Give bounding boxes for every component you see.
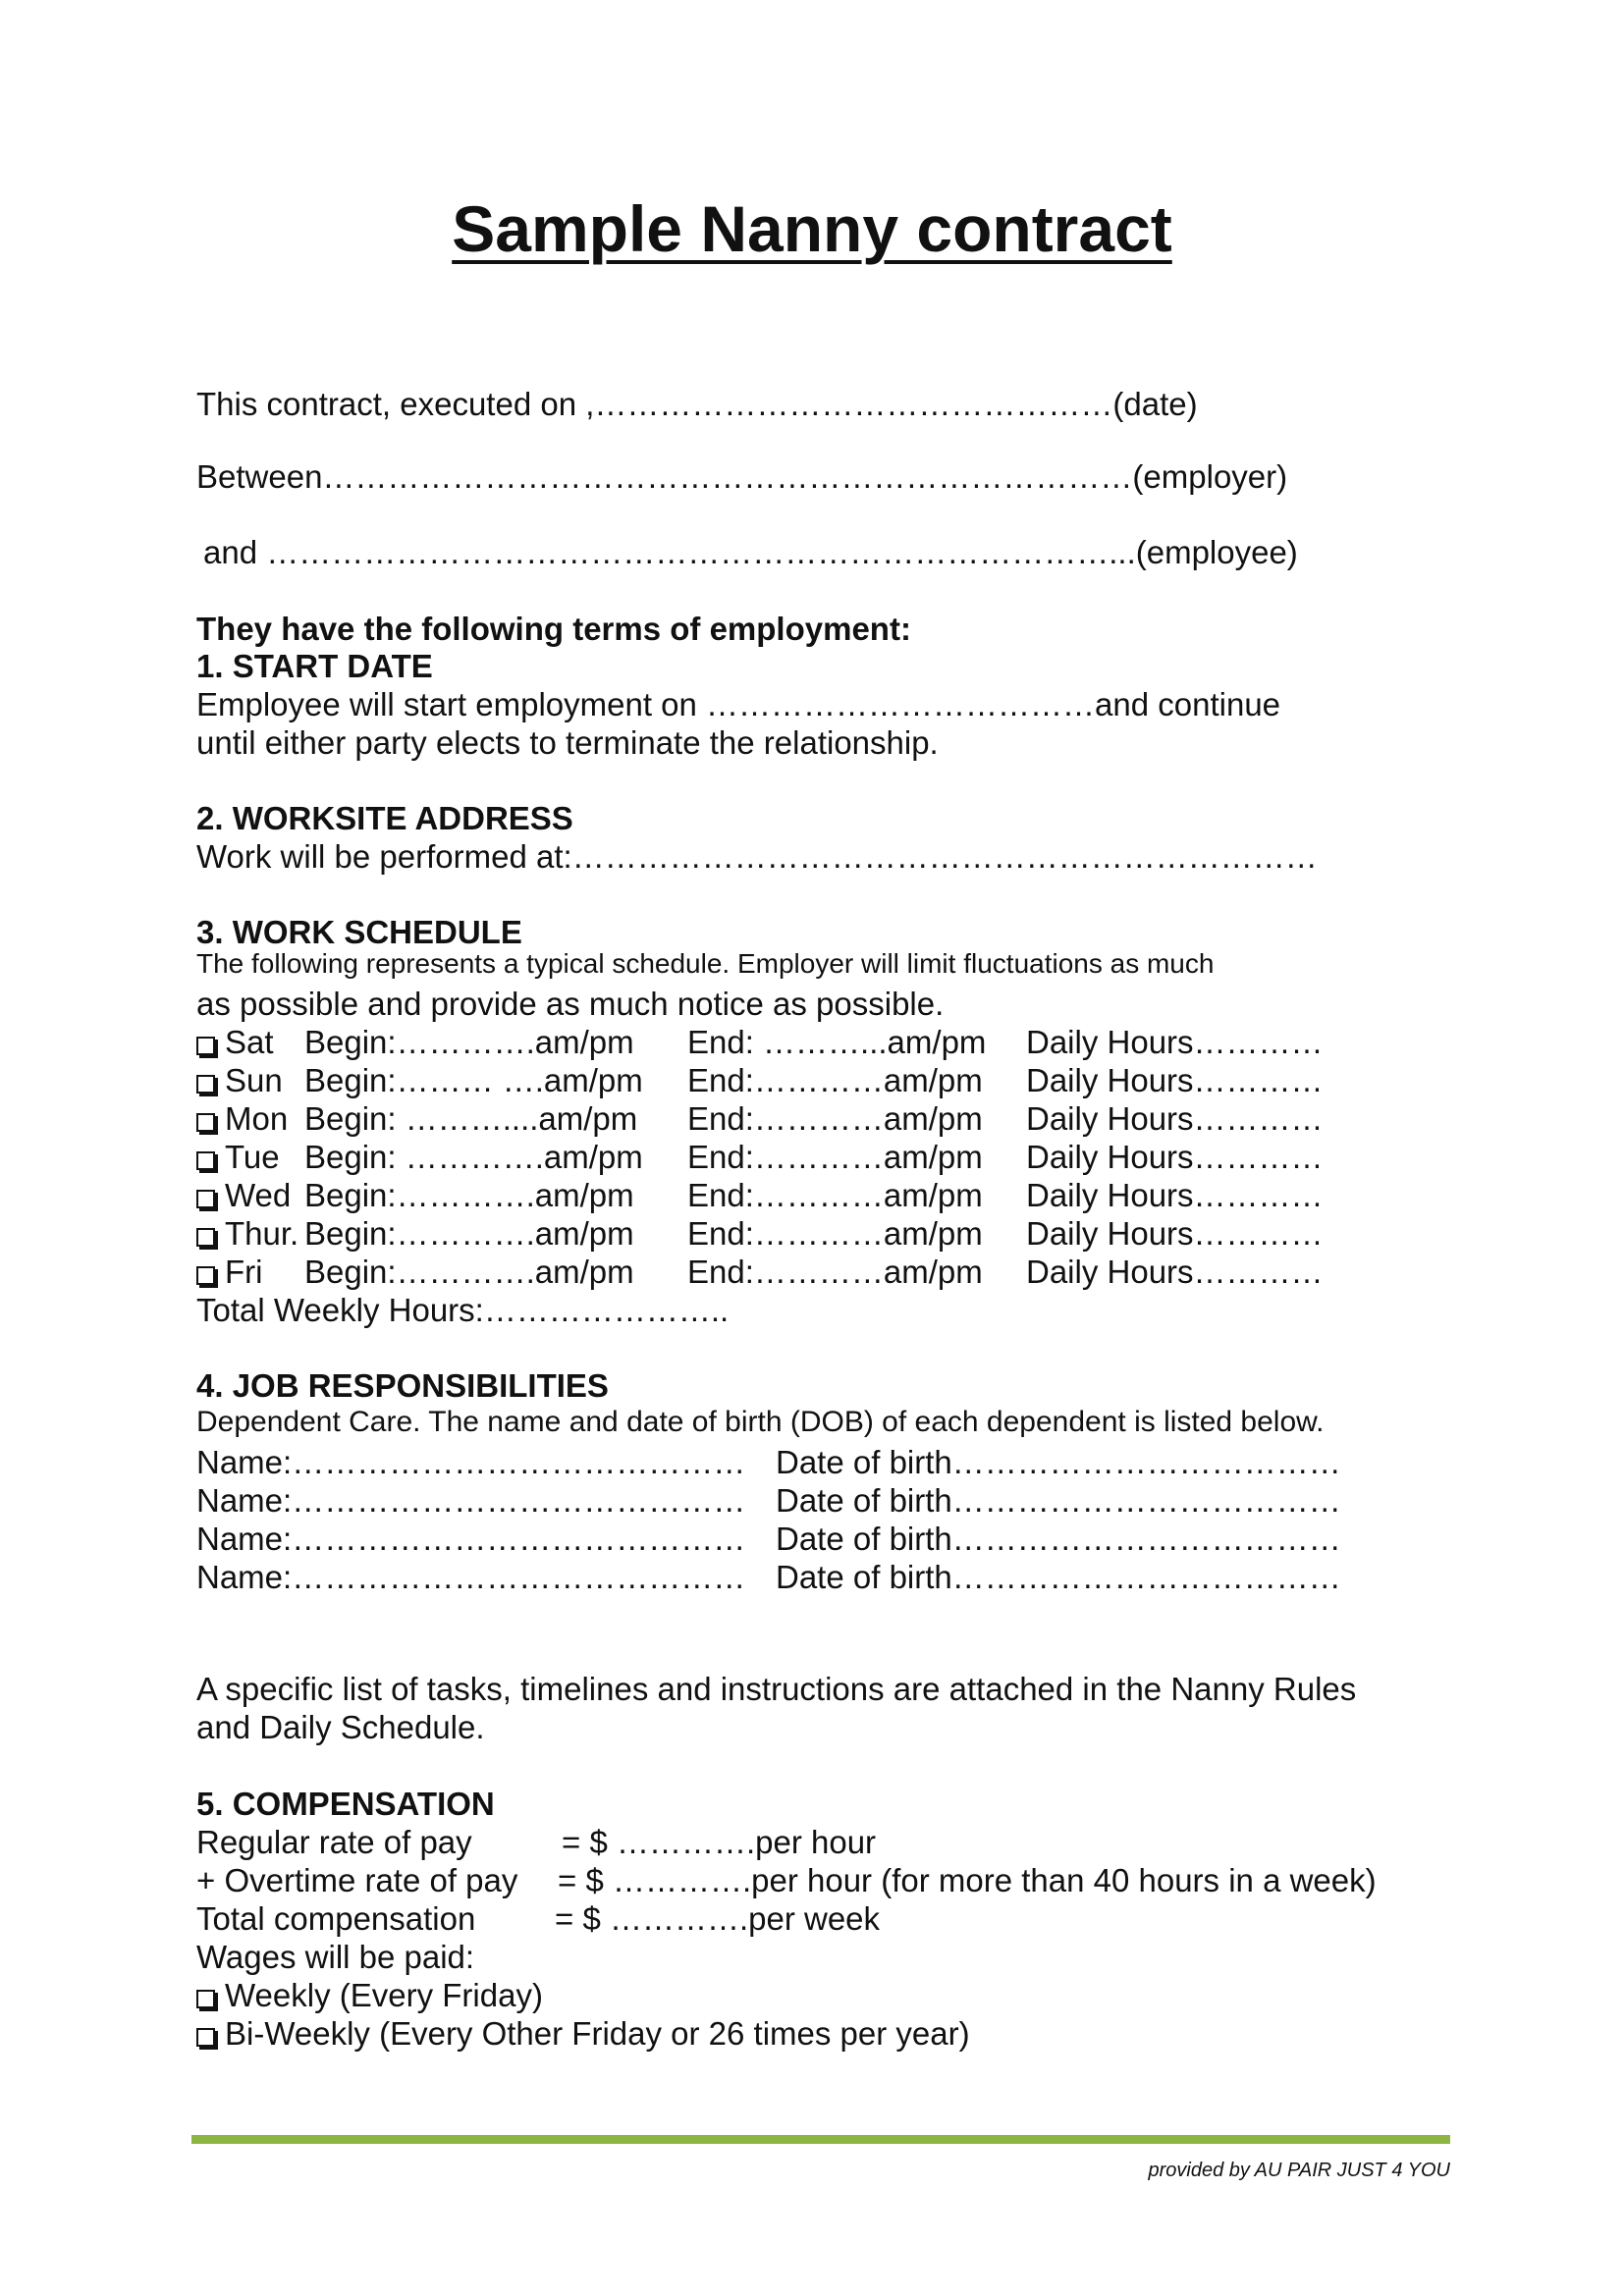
checkbox-sun[interactable] (196, 1075, 215, 1094)
begin-field: Begin:………….am/pm (304, 1254, 634, 1290)
employee-line: and ……………………………………………………………………...(employee) (203, 534, 1298, 570)
dependent-name: Name:…………………………………… (196, 1559, 746, 1595)
day-label: Mon (225, 1100, 289, 1137)
compensation-heading: 5. COMPENSATION (196, 1786, 495, 1822)
start-date-heading: 1. START DATE (196, 648, 433, 684)
daily-hours-field: Daily Hours………… (1026, 1024, 1324, 1060)
schedule-row-tue (196, 1141, 1375, 1176)
footer-rule (191, 2135, 1450, 2144)
page-title: Sample Nanny contract (452, 192, 1172, 265)
terms-heading: They have the following terms of employment: (196, 611, 911, 647)
checkbox-weekly[interactable] (196, 1990, 215, 2008)
end-field: End:…………am/pm (687, 1215, 983, 1252)
schedule-line-1: The following represents a typical schedule. Employer will limit fluctuations as much (196, 948, 1215, 979)
checkbox-biweekly[interactable] (196, 2028, 215, 2047)
compensation-row (196, 1902, 1375, 1938)
schedule-row-thur (196, 1217, 1375, 1253)
dependent-row (196, 1484, 1375, 1520)
schedule-heading: 3. WORK SCHEDULE (196, 914, 522, 950)
checkbox-sat[interactable] (196, 1037, 215, 1055)
dependent-dob: Date of birth……………………………… (776, 1482, 1341, 1519)
day-label: Fri (225, 1254, 263, 1290)
day-label: Wed (225, 1177, 292, 1213)
compensation-label: Regular rate of pay (196, 1824, 472, 1860)
dependent-name: Name:…………………………………… (196, 1482, 746, 1519)
dependent-row (196, 1446, 1375, 1481)
daily-hours-field: Daily Hours………… (1026, 1139, 1324, 1175)
compensation-value: = $ ………….per hour (562, 1824, 877, 1860)
dependent-row (196, 1561, 1375, 1596)
worksite-heading: 2. WORKSITE ADDRESS (196, 800, 573, 836)
schedule-row-fri (196, 1255, 1375, 1291)
compensation-label: + Overtime rate of pay (196, 1862, 518, 1898)
dependent-name: Name:…………………………………… (196, 1521, 746, 1557)
day-label: Sun (225, 1062, 283, 1098)
begin-field: Begin:………….am/pm (304, 1177, 634, 1213)
begin-field: Begin:………….am/pm (304, 1215, 634, 1252)
daily-hours-field: Daily Hours………… (1026, 1215, 1324, 1252)
dependent-dob: Date of birth……………………………… (776, 1521, 1341, 1557)
end-field: End:…………am/pm (687, 1254, 983, 1290)
schedule-line-2: as possible and provide as much notice as possible. (196, 986, 945, 1022)
schedule-row-sat (196, 1026, 1375, 1061)
schedule-row-sun (196, 1064, 1375, 1099)
tasks-line-2: and Daily Schedule. (196, 1709, 485, 1745)
end-field: End:…………am/pm (687, 1177, 983, 1213)
dependent-name: Name:…………………………………… (196, 1444, 746, 1480)
checkbox-tue[interactable] (196, 1151, 215, 1170)
end-field: End:…………am/pm (687, 1062, 983, 1098)
job-heading: 4. JOB RESPONSIBILITIES (196, 1367, 609, 1404)
start-date-line-1: Employee will start employment on ………………………………and continue (196, 686, 1281, 722)
checkbox-mon[interactable] (196, 1113, 215, 1132)
wages-label: Wages will be paid: (196, 1939, 475, 1975)
checkbox-thur[interactable] (196, 1228, 215, 1247)
begin-field: Begin: ………….am/pm (304, 1139, 643, 1175)
daily-hours-field: Daily Hours………… (1026, 1177, 1324, 1213)
end-field: End: ………...am/pm (687, 1024, 987, 1060)
day-label: Tue (225, 1139, 280, 1175)
end-field: End:…………am/pm (687, 1100, 983, 1137)
begin-field: Begin:……… ….am/pm (304, 1062, 643, 1098)
compensation-value: = $ ………….per hour (for more than 40 hours in a week) (558, 1862, 1377, 1898)
dependent-dob: Date of birth……………………………… (776, 1444, 1341, 1480)
end-field: End:…………am/pm (687, 1139, 983, 1175)
dependent-row (196, 1522, 1375, 1558)
checkbox-wed[interactable] (196, 1190, 215, 1208)
schedule-row-mon (196, 1102, 1375, 1138)
wage-option-label: Weekly (Every Friday) (225, 1977, 543, 2013)
checkbox-fri[interactable] (196, 1266, 215, 1285)
executed-line: This contract, executed on ,…………………………………………(date) (196, 386, 1198, 422)
daily-hours-field: Daily Hours………… (1026, 1254, 1324, 1290)
worksite-line: Work will be performed at:…………………………………………………………… (196, 838, 1318, 875)
schedule-row-wed (196, 1179, 1375, 1214)
start-date-line-2: until either party elects to terminate the relationship. (196, 724, 939, 761)
job-line-1: Dependent Care. The name and date of birth (DOB) of each dependent is listed below. (196, 1406, 1325, 1438)
begin-field: Begin:………….am/pm (304, 1024, 634, 1060)
tasks-line-1: A specific list of tasks, timelines and instructions are attached in the Nanny Rules (196, 1671, 1357, 1707)
daily-hours-field: Daily Hours………… (1026, 1062, 1324, 1098)
dependent-dob: Date of birth……………………………… (776, 1559, 1341, 1595)
daily-hours-field: Daily Hours………… (1026, 1100, 1324, 1137)
day-label: Sat (225, 1024, 274, 1060)
compensation-value: = $ ………….per week (555, 1900, 881, 1937)
wage-option-label: Bi-Weekly (Every Other Friday or 26 times per year) (225, 2015, 970, 2052)
wage-option-biweekly (196, 2017, 970, 2050)
footer-credit: provided by AU PAIR JUST 4 YOU (1148, 2160, 1450, 2181)
total-weekly-hours: Total Weekly Hours:………………….. (196, 1292, 730, 1328)
day-label: Thur. (225, 1215, 299, 1252)
compensation-row (196, 1864, 1375, 1899)
employer-line: Between…………………………………………………………………(employer) (196, 458, 1288, 495)
compensation-row (196, 1826, 1375, 1861)
begin-field: Begin: ………....am/pm (304, 1100, 638, 1137)
wage-option-weekly (196, 1979, 543, 2011)
compensation-label: Total compensation (196, 1900, 476, 1937)
